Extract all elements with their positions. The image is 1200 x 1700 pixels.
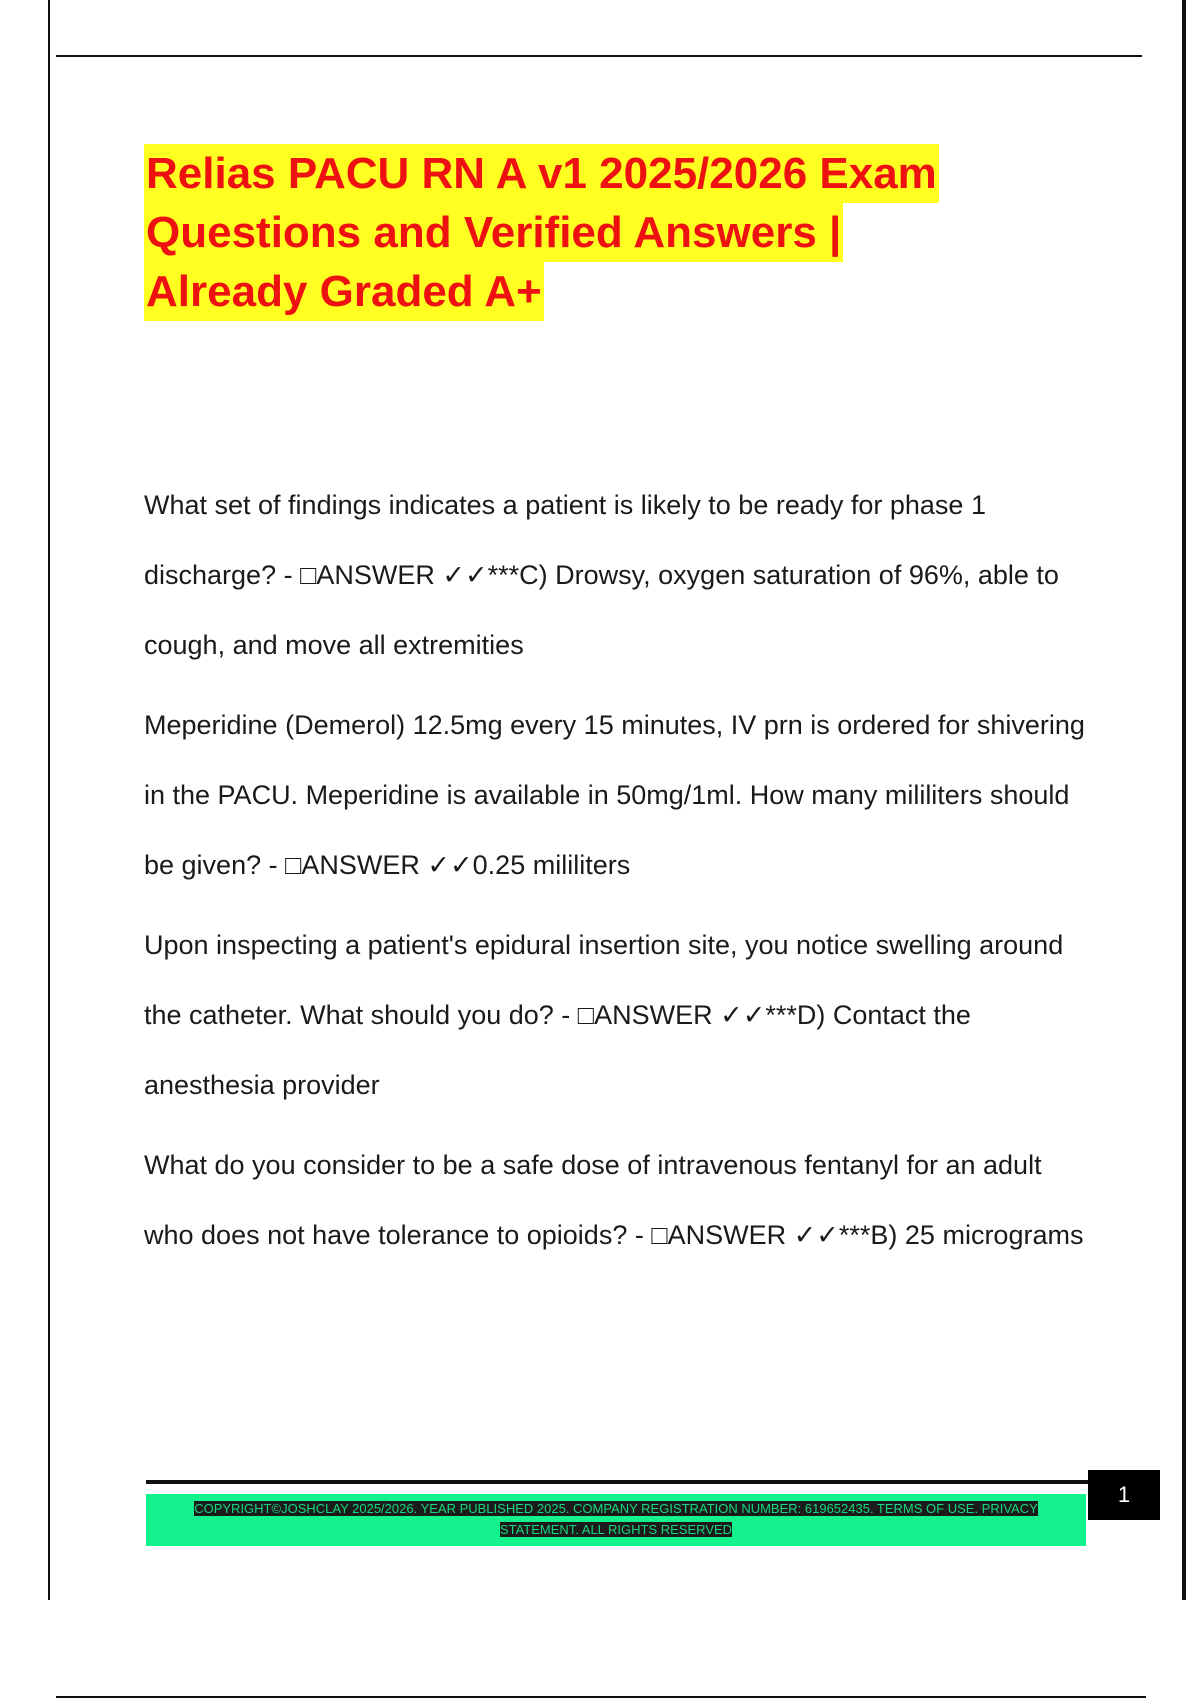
qa-item: What do you consider to be a safe dose of intravenous fentanyl for an adult who does not have tolerance to opioids? - □ANSWER ✓✓***B) 25 micrograms (144, 1150, 1084, 1250)
page-border-left (48, 0, 50, 1600)
title-line: Relias PACU RN A v1 2025/2026 Exam (144, 144, 939, 203)
bottom-rule (56, 1696, 1146, 1698)
qa-item: Upon inspecting a patient's epidural insertion site, you notice swelling around the catheter. What should you do? - □ANSWER ✓✓***D) Contact the anesthesia provider (144, 930, 1064, 1100)
page-border-right (1182, 0, 1186, 1600)
document-title (144, 144, 1044, 321)
top-rule (56, 55, 1142, 57)
title-line: Questions and Verified Answers | (144, 203, 843, 262)
footer-copyright (146, 1494, 1086, 1546)
copyright-line-1: COPYRIGHT©JOSHCLAY 2025/2026. YEAR PUBLISHED 2025. COMPANY REGISTRATION NUMBER: 619652435. TERMS OF USE. PRIVACY (194, 1501, 1038, 1516)
page-number: 1 (1088, 1470, 1160, 1520)
qa-item: Meperidine (Demerol) 12.5mg every 15 minutes, IV prn is ordered for shivering in the PACU. Meperidine is available in 50mg/1ml. How many mililiters should be given? - □ANSWER ✓✓0.25 mililiters (144, 710, 1085, 880)
qa-list (144, 470, 1094, 1280)
footer-rule (146, 1480, 1090, 1484)
title-line: Already Graded A+ (144, 262, 544, 321)
copyright-line-2: STATEMENT. ALL RIGHTS RESERVED (499, 1522, 733, 1537)
qa-item: What set of findings indicates a patient is likely to be ready for phase 1 discharge? - □ANSWER ✓✓***C) Drowsy, oxygen saturation of 96%, able to cough, and move all extremities (144, 490, 1059, 660)
